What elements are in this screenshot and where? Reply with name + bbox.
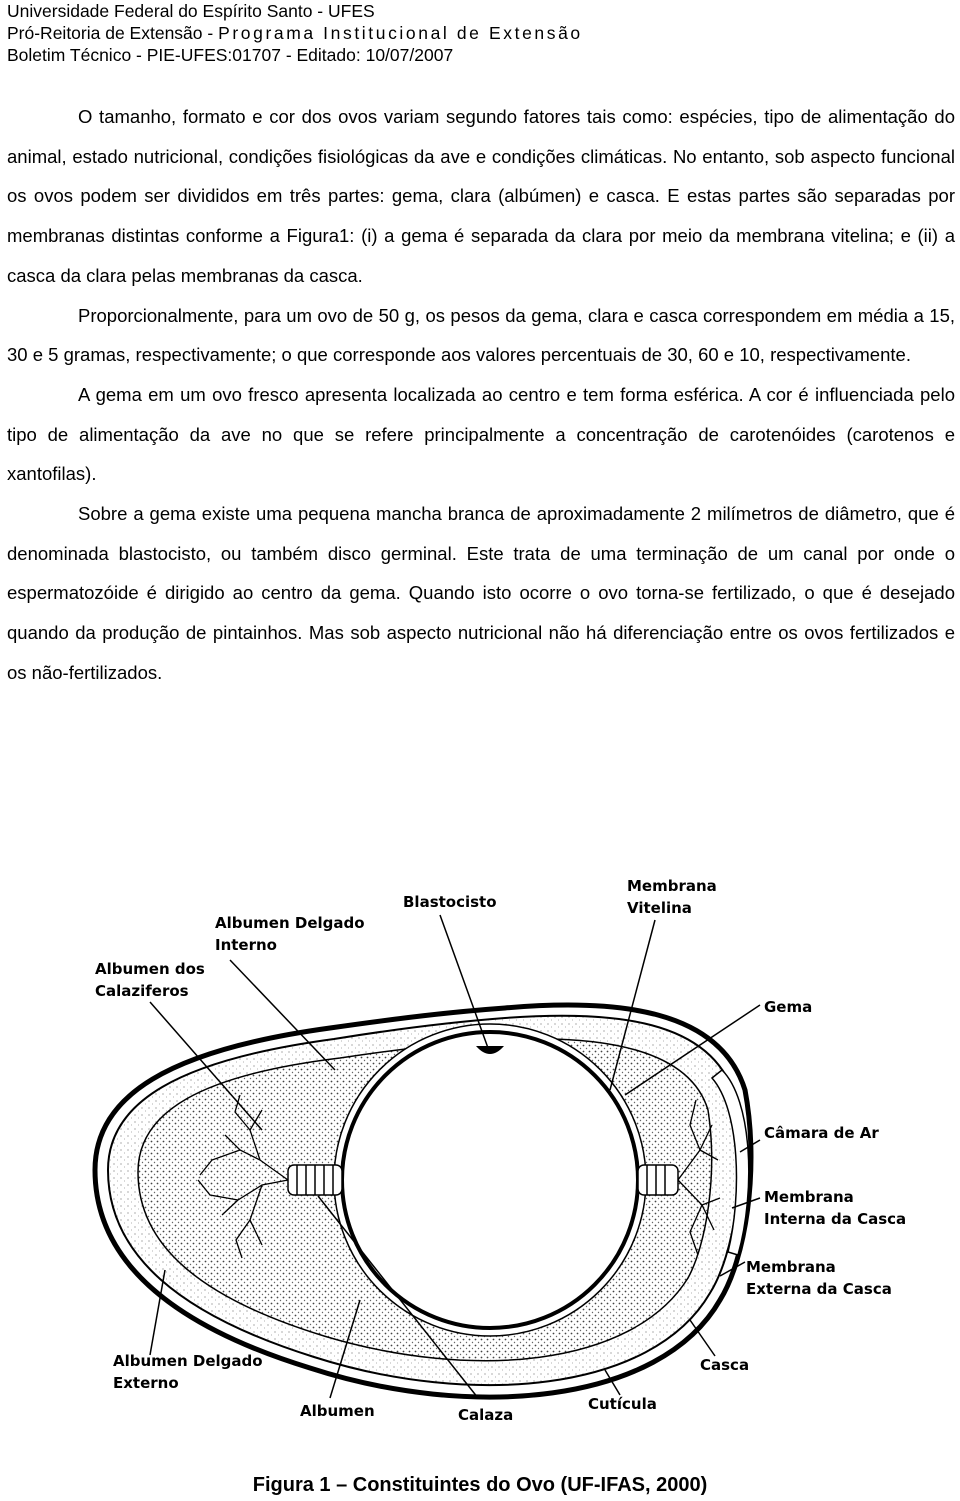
label-albumen-delgado-externo-1: Albumen Delgado bbox=[113, 1352, 263, 1370]
paragraph-3: A gema em um ovo fresco apresenta localizada ao centro e tem forma esférica. A cor é influenciada pelo tipo de alimentação da ave no que se refere principalmente a concentração de carotenóides (carotenos e xantofilas). bbox=[7, 383, 955, 485]
paragraph-4: Sobre a gema existe uma pequena mancha branca de aproximadamente 2 milímetros de diâmetro, que é denominada blastocisto, ou também disco germinal. Este trata de uma terminação de um canal por onde o espermatozóide é dirigido ao centro da gema. Quando isto ocorre o ovo torna-se fertilizado, o que é desejado quando da produção de pintainhos. Mas sob aspecto nutricional não há diferenciação entre os ovos fertilizados e os não-fertilizados. bbox=[7, 503, 955, 683]
label-albumen-calaziferos-2: Calaziferos bbox=[95, 982, 189, 1000]
header-department bbox=[7, 22, 583, 44]
gema-shape bbox=[342, 1032, 638, 1328]
label-gema: Gema bbox=[764, 998, 813, 1016]
header-bulletin: Boletim Técnico - PIE-UFES:01707 - Editado: 10/07/2007 bbox=[7, 45, 454, 65]
label-membrana-externa-2: Externa da Casca bbox=[746, 1280, 892, 1298]
figure-caption: Figura 1 – Constituintes do Ovo (UF-IFAS, 2000) bbox=[252, 1474, 708, 1496]
label-membrana-vitelina-2: Vitelina bbox=[627, 899, 692, 917]
calaza-left bbox=[288, 1165, 342, 1195]
paragraph-1: O tamanho, formato e cor dos ovos variam segundo fatores tais como: espécies, tipo de alimentação do animal, estado nutricional, condições fisiológicas da ave e condições climáticas. No entanto, sob aspecto funcional os ovos podem ser divididos em três partes: gema, clara (albúmen) e casca. E estas partes são separadas por membranas distintas conforme a Figura1: (i) a gema é separada da clara por meio da membrana vitelina; e (ii) a casca da clara pelas membranas da casca. bbox=[7, 106, 955, 286]
label-albumen-delgado-externo-2: Externo bbox=[113, 1374, 179, 1392]
label-cuticula: Cutícula bbox=[588, 1395, 657, 1413]
label-albumen-delgado-interno-1: Albumen Delgado bbox=[215, 914, 365, 932]
header-program: Programa Institucional de Extensão bbox=[218, 23, 583, 43]
calaza-right bbox=[638, 1165, 678, 1195]
label-camara-de-ar: Câmara de Ar bbox=[764, 1124, 879, 1142]
egg-diagram bbox=[0, 840, 960, 1460]
paragraph-2: Proporcionalmente, para um ovo de 50 g, os pesos da gema, clara e casca correspondem em média a 15, 30 e 5 gramas, respectivamente; o que corresponde aos valores percentuais de 30, 60 e 10, respectivamente. bbox=[7, 304, 955, 366]
egg-diagram-figure bbox=[0, 840, 960, 1460]
label-membrana-interna-2: Interna da Casca bbox=[764, 1210, 907, 1228]
header-department-prefix: Pró-Reitoria de Extensão - bbox=[7, 23, 219, 43]
header-university: Universidade Federal do Espírito Santo - UFES bbox=[7, 1, 375, 21]
label-membrana-vitelina-1: Membrana bbox=[627, 877, 717, 895]
label-membrana-interna-1: Membrana bbox=[764, 1188, 854, 1206]
label-membrana-externa-1: Membrana bbox=[746, 1258, 836, 1276]
label-albumen-calaziferos-1: Albumen dos bbox=[95, 960, 205, 978]
body-text bbox=[7, 97, 955, 693]
label-albumen-delgado-interno-2: Interno bbox=[215, 936, 277, 954]
document-header bbox=[7, 0, 583, 66]
label-albumen: Albumen bbox=[300, 1402, 375, 1420]
label-calaza: Calaza bbox=[458, 1406, 514, 1424]
label-blastocisto: Blastocisto bbox=[403, 893, 497, 911]
label-casca: Casca bbox=[700, 1356, 750, 1374]
